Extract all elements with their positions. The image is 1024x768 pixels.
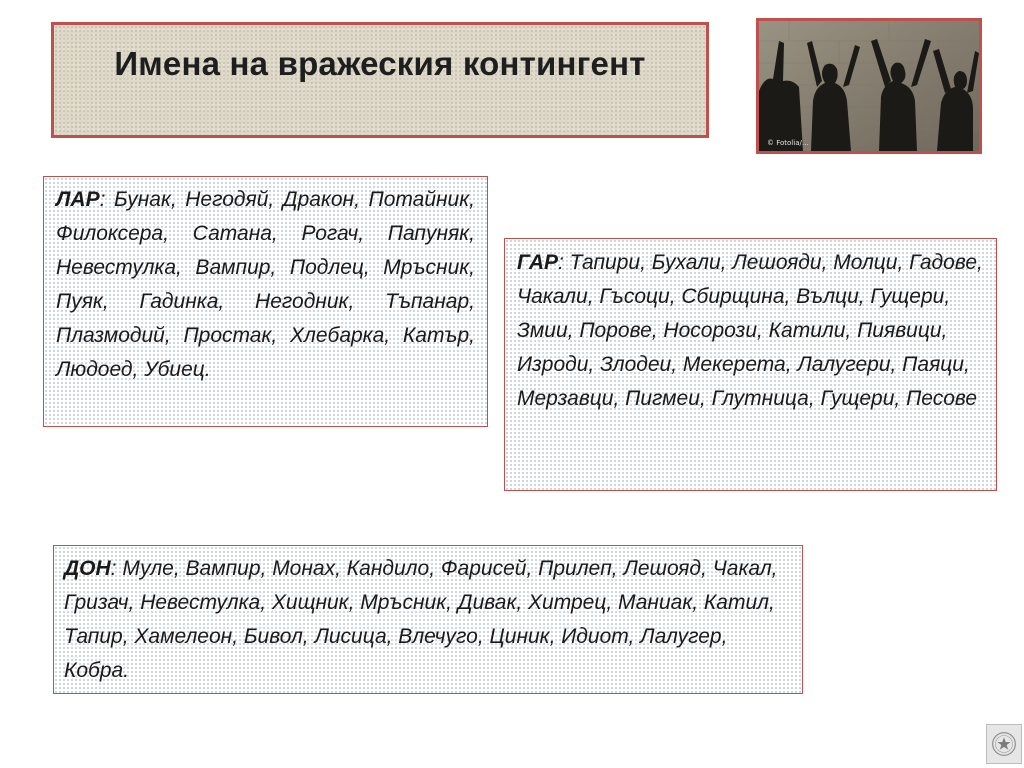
silhouettes-photo (756, 18, 982, 154)
lar-label: ЛАР (56, 188, 100, 211)
silhouettes-image (759, 21, 979, 151)
gar-text: : Тапири, Бухали, Лешояди, Молци, Гадове, Чакали, Гъсоци, Сбирщина, Вълци, Гущери, Змии, Порове, Носорози, Катили, Пиявици, Изроди, Злодеи, Мекерета, Лалугери, Паяци, Мерзавци, Пигмеи, Глутница, Гущери, Песове (517, 251, 983, 410)
star-emblem-icon (986, 724, 1022, 764)
don-names-box (53, 545, 803, 694)
don-text: : Муле, Вампир, Монах, Кандило, Фарисей, Прилеп, Лешояд, Чакал, Гризач, Невестулка, Хищник, Мръсник, Дивак, Хитрец, Маниак, Катил, Тапир, Хамелеон, Бивол, Лисица, Влечуго, Циник, Идиот, Лалугер, Кобра. (64, 557, 778, 682)
page-title: Имена на вражеския контингент (114, 45, 646, 82)
gar-label: ГАР (517, 251, 558, 274)
lar-names-box (43, 176, 488, 427)
gar-names-box (504, 238, 997, 491)
photo-credit: © Fotolia/… (767, 139, 809, 147)
title-banner (51, 22, 709, 138)
lar-text: : Бунак, Негодяй, Дракон, Потайник, Филоксера, Сатана, Рогач, Папуняк, Невестулка, Вампир, Подлец, Мръсник, Пуяк, Гадинка, Негодник, Тъпанар, Плазмодий, Простак, Хлебарка, Катър, Людоед, Убиец. (56, 188, 475, 381)
don-label: ДОН (64, 557, 111, 580)
